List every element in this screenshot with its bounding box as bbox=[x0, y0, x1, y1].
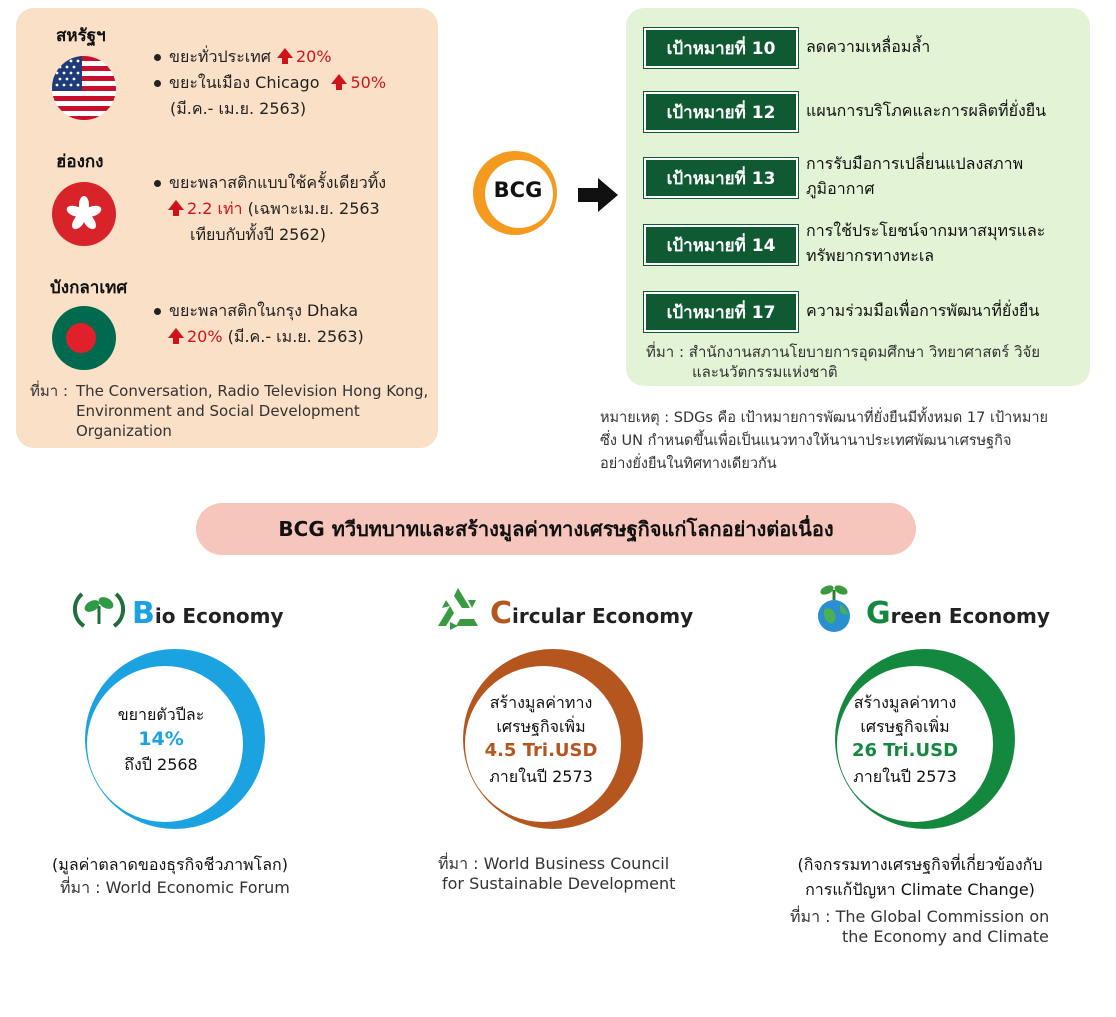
note-line-3: อย่างยั่งยืนในทิศทางเดียวกัน bbox=[600, 456, 777, 472]
goal-17-badge: เป้าหมายที่ 17 bbox=[644, 292, 798, 332]
left-source-line-2: Environment and Social Development bbox=[76, 402, 360, 420]
right-arrow-icon bbox=[578, 178, 618, 216]
hongkong-flag-icon bbox=[52, 182, 116, 246]
hongkong-comparison: เทียบกับทั้งปี 2562) bbox=[190, 225, 326, 244]
left-source-line-3: Organization bbox=[76, 422, 172, 440]
bangladesh-increase: 20% (มี.ค.- เม.ย. 2563) bbox=[162, 324, 364, 350]
goal-14-text-2: ทรัพยากรทางทะเล bbox=[806, 246, 935, 265]
note-line-1: หมายเหตุ : SDGs คือ เป้าหมายการพัฒนาที่ยั่งยืนมีทั้งหมด 17 เป้าหมาย bbox=[600, 410, 1049, 426]
country-hongkong-label: ฮ่องกง bbox=[56, 152, 104, 172]
green-ring-line-1: สร้างมูลค่าทาง bbox=[853, 693, 957, 712]
usa-period: (มี.ค.- เม.ย. 2563) bbox=[170, 99, 307, 118]
usa-national-waste: ขยะทั่วประเทศ 20% bbox=[154, 44, 332, 70]
bcg-headline-banner: BCG ทวีบทบาทและสร้างมูลค่าทางเศรษฐกิจแก่โลกอย่างต่อเนื่อง bbox=[196, 503, 916, 555]
green-economy-title: Green Economy bbox=[866, 596, 1050, 631]
goal-13-text-1: การรับมือการเปลี่ยนแปลงสภาพ bbox=[806, 154, 1024, 173]
bio-source: ที่มา : World Economic Forum bbox=[60, 878, 290, 897]
up-arrow-icon bbox=[168, 200, 184, 210]
bio-caption: (มูลค่าตลาดของธุรกิจชีวภาพโลก) bbox=[52, 855, 288, 874]
goal-10-badge: เป้าหมายที่ 10 bbox=[644, 28, 798, 68]
goal-17-text: ความร่วมมือเพื่อการพัฒนาที่ยั่งยืน bbox=[806, 301, 1040, 320]
bio-economy-title: Bio Economy bbox=[132, 596, 284, 631]
bio-ring-value: 14% bbox=[138, 728, 184, 750]
bullet-icon bbox=[154, 308, 161, 315]
country-usa-label: สหรัฐฯ bbox=[56, 26, 106, 46]
left-source-label: ที่มา : bbox=[30, 382, 69, 400]
goal-14-text-1: การใช้ประโยชน์จากมหาสมุทรและ bbox=[806, 221, 1046, 240]
bio-economy-icon bbox=[72, 586, 128, 636]
bcg-logo-text: BCG bbox=[493, 178, 543, 202]
goal-12-badge: เป้าหมายที่ 12 bbox=[644, 92, 798, 132]
bangladesh-dhaka-plastic: ขยะพลาสติกในกรุง Dhaka bbox=[154, 298, 358, 324]
circular-ring-line-4: ภายในปี 2573 bbox=[489, 767, 593, 786]
circular-economy-title: Circular Economy bbox=[490, 596, 694, 631]
green-ring-line-4: ภายในปี 2573 bbox=[853, 767, 957, 786]
green-source-line-2: the Economy and Climate bbox=[842, 927, 1049, 946]
bullet-icon bbox=[154, 180, 161, 187]
circular-ring-value: 4.5 Tri.USD bbox=[484, 740, 598, 761]
circular-source-line-1: ที่มา : World Business Council bbox=[438, 854, 670, 873]
bio-ring-line-1: ขยายตัวปีละ bbox=[117, 705, 205, 724]
goals-source-line-1: ที่มา : สำนักงานสภานโยบายการอุดมศึกษา วิทยาศาสตร์ วิจัย bbox=[646, 343, 1041, 361]
goals-source-line-2: และนวัตกรรมแห่งชาติ bbox=[692, 363, 838, 381]
usa-chicago-waste: ขยะในเมือง Chicago 50% bbox=[154, 70, 386, 96]
goal-13-text-2: ภูมิอากาศ bbox=[806, 179, 875, 198]
bullet-icon bbox=[154, 80, 161, 87]
left-source-line-1: The Conversation, Radio Television Hong Kong, bbox=[76, 382, 429, 400]
green-source-line-1: ที่มา : The Global Commission on bbox=[790, 907, 1050, 926]
up-arrow-icon bbox=[331, 74, 347, 84]
goal-10-text: ลดความเหลื่อมล้ำ bbox=[806, 37, 931, 56]
circular-ring-line-2: เศรษฐกิจเพิ่ม bbox=[496, 717, 586, 736]
goal-12-text: แผนการบริโภคและการผลิตที่ยั่งยืน bbox=[806, 101, 1047, 120]
up-arrow-icon bbox=[277, 48, 293, 58]
bangladesh-flag-icon bbox=[52, 306, 116, 370]
bio-ring-line-3: ถึงปี 2568 bbox=[124, 755, 198, 774]
circular-ring-line-1: สร้างมูลค่าทาง bbox=[489, 693, 593, 712]
hongkong-single-use-plastic: ขยะพลาสติกแบบใช้ครั้งเดียวทิ้ง bbox=[154, 170, 386, 196]
circular-source-line-2: for Sustainable Development bbox=[442, 874, 676, 893]
green-ring-line-2: เศรษฐกิจเพิ่ม bbox=[860, 717, 950, 736]
green-ring-value: 26 Tri.USD bbox=[851, 740, 959, 761]
usa-flag-icon bbox=[52, 56, 116, 120]
bullet-icon bbox=[154, 54, 161, 61]
hongkong-increase: 2.2 เท่า (เฉพาะเม.ย. 2563 bbox=[162, 196, 380, 222]
goal-14-badge: เป้าหมายที่ 14 bbox=[644, 225, 798, 265]
recycle-icon bbox=[432, 586, 484, 638]
goal-13-badge: เป้าหมายที่ 13 bbox=[644, 158, 798, 198]
green-caption-line-2: การแก้ปัญหา Climate Change) bbox=[805, 880, 1035, 899]
green-caption-line-1: (กิจกรรมทางเศรษฐกิจที่เกี่ยวข้องกับ bbox=[797, 855, 1043, 874]
globe-plant-icon bbox=[808, 582, 860, 638]
note-line-2: ซึ่ง UN กำหนดขึ้นเพื่อเป็นแนวทางให้นานาประเทศพัฒนาเศรษฐกิจ bbox=[600, 433, 1012, 449]
country-bangladesh-label: บังกลาเทศ bbox=[50, 278, 128, 298]
up-arrow-icon bbox=[168, 328, 184, 338]
